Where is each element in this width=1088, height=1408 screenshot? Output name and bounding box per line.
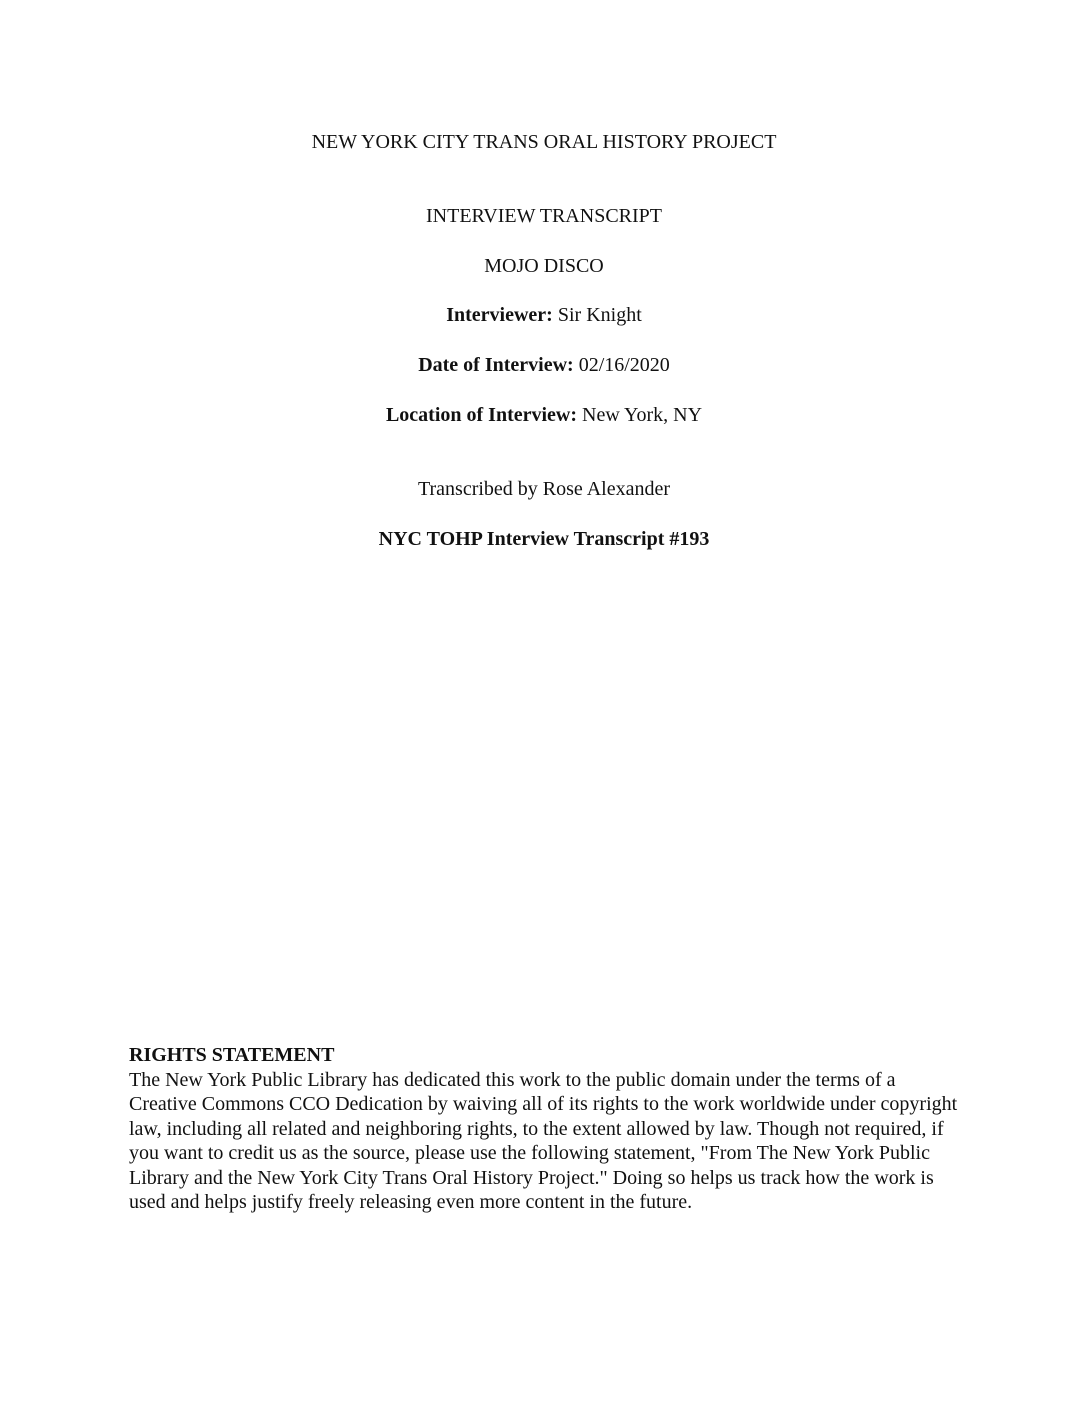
interviewer-line	[0, 303, 1088, 327]
location-label: Location of Interview:	[385, 404, 578, 426]
document-type: INTERVIEW TRANSCRIPT	[426, 205, 662, 227]
date-value: 02/16/2020	[573, 354, 670, 376]
date-label: Date of Interview:	[418, 354, 574, 376]
location-line	[0, 403, 1088, 427]
project-title: NEW YORK CITY TRANS ORAL HISTORY PROJECT	[311, 131, 777, 153]
rights-heading: RIGHTS STATEMENT	[129, 1044, 335, 1066]
rights-statement	[129, 1043, 959, 1215]
location-value: New York, NY	[577, 404, 703, 426]
interviewee-name: MOJO DISCO	[484, 255, 604, 277]
rights-body: The New York Public Library has dedicated this work to the public domain under the terms of a Creative Commons CCO Dedication by waiving all of its rights to the work worldwide under copyright law, including all related and neighboring rights, to the extent allowed by law. Though not required, if you want to credit us as the source, please use the following statement, "From The New York Public Library and the New York City Trans Oral History Project." Doing so helps us track how the work is used and helps justify freely releasing even more content in the future.	[129, 1068, 958, 1213]
transcribed-by: Transcribed by Rose Alexander	[418, 478, 670, 500]
interviewer-value: Sir Knight	[552, 304, 642, 326]
interviewer-label: Interviewer:	[446, 304, 553, 326]
transcript-number: NYC TOHP Interview Transcript #193	[378, 528, 710, 550]
date-line	[0, 353, 1088, 377]
